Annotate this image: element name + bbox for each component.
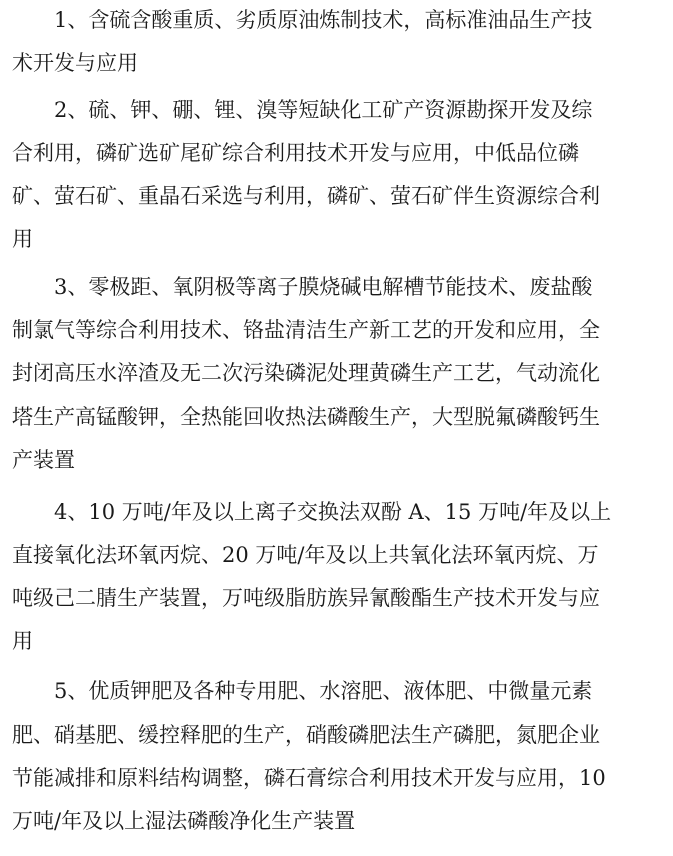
paragraph-3-line-5: 产装置	[12, 448, 75, 472]
paragraph-5-line-1: 5、优质钾肥及各种专用肥、水溶肥、液体肥、中微量元素	[54, 679, 593, 703]
paragraph-4-line-1: 4、10 万吨/年及以上离子交换法双酚 A、15 万吨/年及以上	[54, 500, 612, 524]
paragraph-5-line-2: 肥、硝基肥、缓控释肥的生产，硝酸磷肥法生产磷肥，氮肥企业	[12, 723, 600, 747]
paragraph-2-line-4: 用	[12, 227, 33, 251]
paragraph-4-line-4: 用	[12, 629, 33, 653]
paragraph-4-line-3: 吨级己二腈生产装置，万吨级脂肪族异氰酸酯生产技术开发与应	[12, 586, 600, 610]
paragraph-1-line-1: 1、含硫含酸重质、劣质原油炼制技术，高标准油品生产技	[54, 8, 593, 32]
paragraph-3-line-1: 3、零极距、氧阴极等离子膜烧碱电解槽节能技术、废盐酸	[54, 275, 593, 299]
paragraph-5-line-3: 节能减排和原料结构调整，磷石膏综合利用技术开发与应用，10	[12, 766, 606, 790]
paragraph-1-line-2: 术开发与应用	[12, 51, 138, 75]
paragraph-2-line-1: 2、硫、钾、硼、锂、溴等短缺化工矿产资源勘探开发及综	[54, 98, 593, 122]
paragraph-3-line-3: 封闭高压水淬渣及无二次污染磷泥处理黄磷生产工艺，气动流化	[12, 361, 600, 385]
paragraph-3-line-4: 塔生产高锰酸钾，全热能回收热法磷酸生产，大型脱氟磷酸钙生	[12, 405, 600, 429]
paragraph-4-line-2: 直接氧化法环氧丙烷、20 万吨/年及以上共氧化法环氧丙烷、万	[12, 543, 599, 567]
paragraph-3-line-2: 制氯气等综合利用技术、铬盐清洁生产新工艺的开发和应用，全	[12, 318, 600, 342]
paragraph-2-line-3: 矿、萤石矿、重晶石采选与利用，磷矿、萤石矿伴生资源综合利	[12, 184, 600, 208]
paragraph-2-line-2: 合利用，磷矿选矿尾矿综合利用技术开发与应用，中低品位磷	[12, 141, 579, 165]
paragraph-5-line-4: 万吨/年及以上湿法磷酸净化生产装置	[12, 809, 356, 833]
